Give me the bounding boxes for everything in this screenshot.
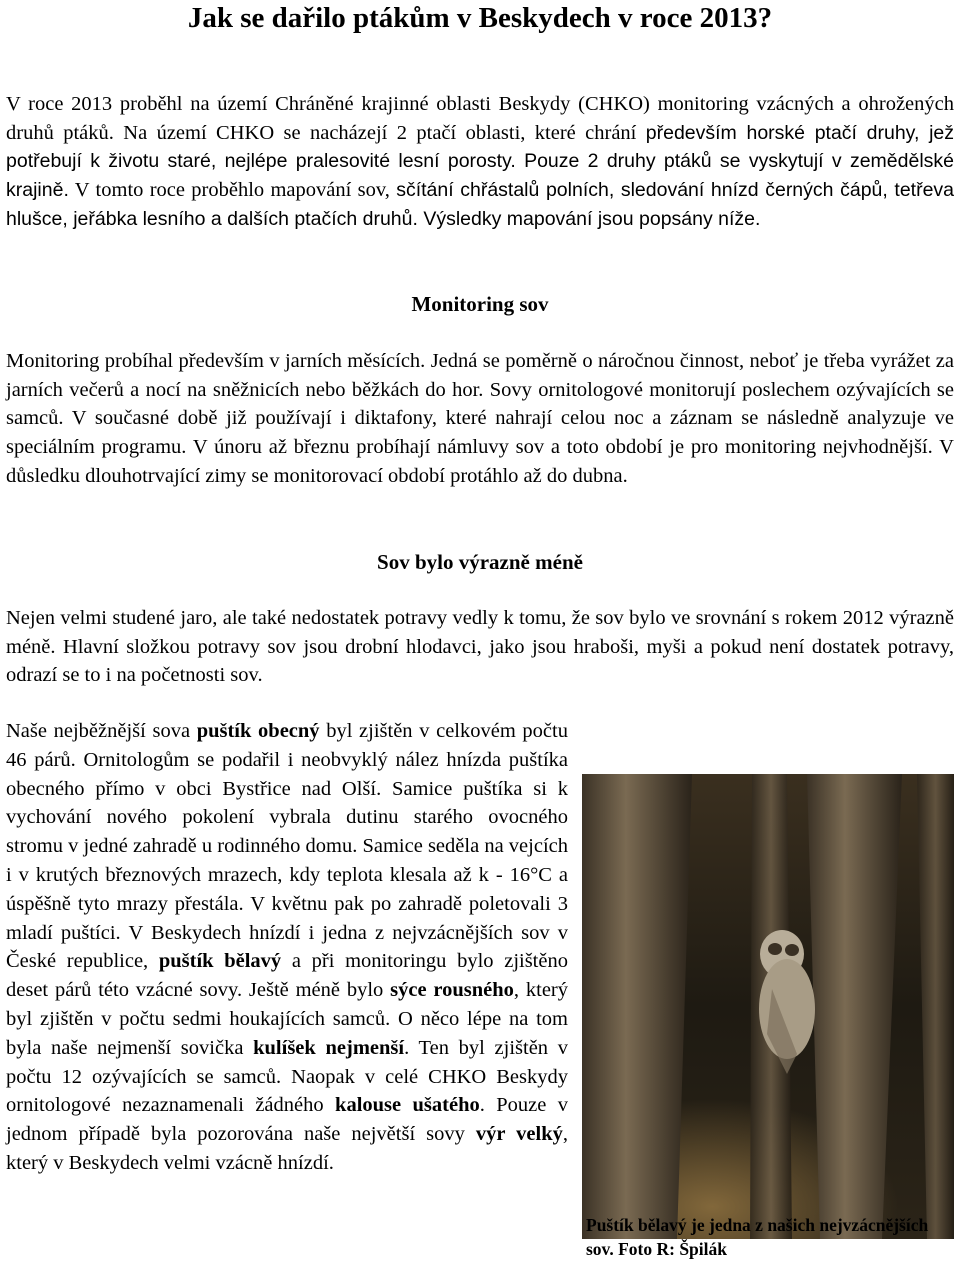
species-ural-owl: puštík bělavý bbox=[158, 950, 282, 973]
intro-text-4: sčítání chřástalů polních, sledování hnízd černých čápů, tetřeva hlušce, jeřábka lesního a dalších ptačích druhů. Výsledky mapování jsou popsány níže. bbox=[6, 179, 955, 230]
owl-text-6: . Pouze v jednom případě byla pozorována naše největší sovy bbox=[6, 1094, 569, 1146]
species-boreal-owl: sýce rousného bbox=[390, 979, 514, 1002]
owl-text-5: . Ten byl zjištěn v počtu 12 ozývajících se samců. Naopak v celé CHKO Beskydy ornitologové nezaznamenali žádného bbox=[6, 1036, 569, 1117]
intro-text-1: V roce 2013 proběhl na území Chráněné krajinné oblasti Beskydy (CHKO) monitoring vzácných a ohrožených druhů ptáků. Na území CHKO se nacházejí 2 ptačí oblasti, které chrání bbox=[6, 93, 954, 144]
owl-text-4: , který byl zjištěn v počtu sedmi houkajících samců. O něco lépe na tom byla naše nejmenší sovička bbox=[6, 979, 568, 1059]
intro-paragraph bbox=[6, 90, 954, 234]
species-long-eared-owl: kalouse ušatého bbox=[335, 1094, 480, 1117]
article-title: Jak se dařilo ptákům v Beskydech v roce 2013? bbox=[187, 2, 773, 34]
species-eagle-owl: výr velký bbox=[475, 1123, 563, 1146]
section-heading-decline: Sov bylo výrazně méně bbox=[377, 550, 583, 574]
owl-photo bbox=[582, 774, 954, 1239]
owl-text-3: a při monitoringu bylo zjištěno deset párů této vzácné sovy. Ještě méně bylo bbox=[6, 950, 568, 1002]
section-heading-monitoring: Monitoring sov bbox=[411, 292, 549, 316]
decline-paragraph: Nejen velmi studené jaro, ale také nedostatek potravy vedly k tomu, že sov bylo ve srovnání s rokem 2012 výrazně méně. Hlavní složkou potravy sov jsou drobní hlodavci, jako jsou hraboši, myši a pokud není dostatek potravy, odrazí se to i na početnosti sov. bbox=[6, 607, 954, 687]
intro-text-2: především horské ptačí druhy, jež potřebují k životu staré, nejlépe pralesovité lesní porosty. Pouze 2 druhy ptáků se vyskytují v zemědělské krajině. bbox=[6, 121, 955, 202]
photo-caption: Puštík bělavý je jedna z našich nejvzácnějších sov. Foto R: Špilák bbox=[586, 1215, 929, 1259]
owl-text-7: , který v Beskydech velmi vzácně hnízdí. bbox=[6, 1123, 568, 1174]
monitoring-paragraph: Monitoring probíhal především v jarních měsících. Jedná se poměrně o náročnou činnost, neboť je třeba vyrážet za jarních večerů a nocí na sněžnicích nebo běžkách do hor. Sovy ornitologové monitorují poslechem ozývajících se samců. V současné době již používají i diktafony, které nahrají celou noc a záznam se následně analyzuje ve speciálním programu. V únoru až březnu probíhají námluvy sov a toto období je pro monitoring nejvhodnější. V důsledku dlouhotrvající zimy se monitorovací období protáhlo až do dubna. bbox=[6, 350, 954, 487]
owl-species-paragraph bbox=[6, 717, 954, 1239]
owl-photo-image bbox=[582, 774, 954, 1239]
species-tawny-owl: puštík obecný bbox=[196, 720, 320, 742]
owl-text-2: byl zjištěn v celkovém počtu 46 párů. Ornitologům se podařil i neobvyklý nález hnízda puštíka obecného přímo v obci Bystřice nad Olší. Samice puštíka si k vychování nového pokolení vybrala dutinu starého ovocného stromu v jedné zahradě u rodinného domu. Samice seděla na vejcích i v krutých březnových mrazech, kdy teplota klesala až k - 16°C a úspěšně tyto mrazy přestála. V květnu pak po zahradě poletovali 3 mladí puštíci. V Beskydech hnízdí i jedna z nejvzácnějších sov v České republice, bbox=[6, 720, 568, 973]
owl-text-1: Naše nejběžnější sova bbox=[6, 720, 197, 742]
species-pygmy-owl: kulíšek nejmenší bbox=[253, 1036, 405, 1059]
intro-text-3: V tomto roce proběhlo mapování sov, bbox=[68, 179, 390, 202]
